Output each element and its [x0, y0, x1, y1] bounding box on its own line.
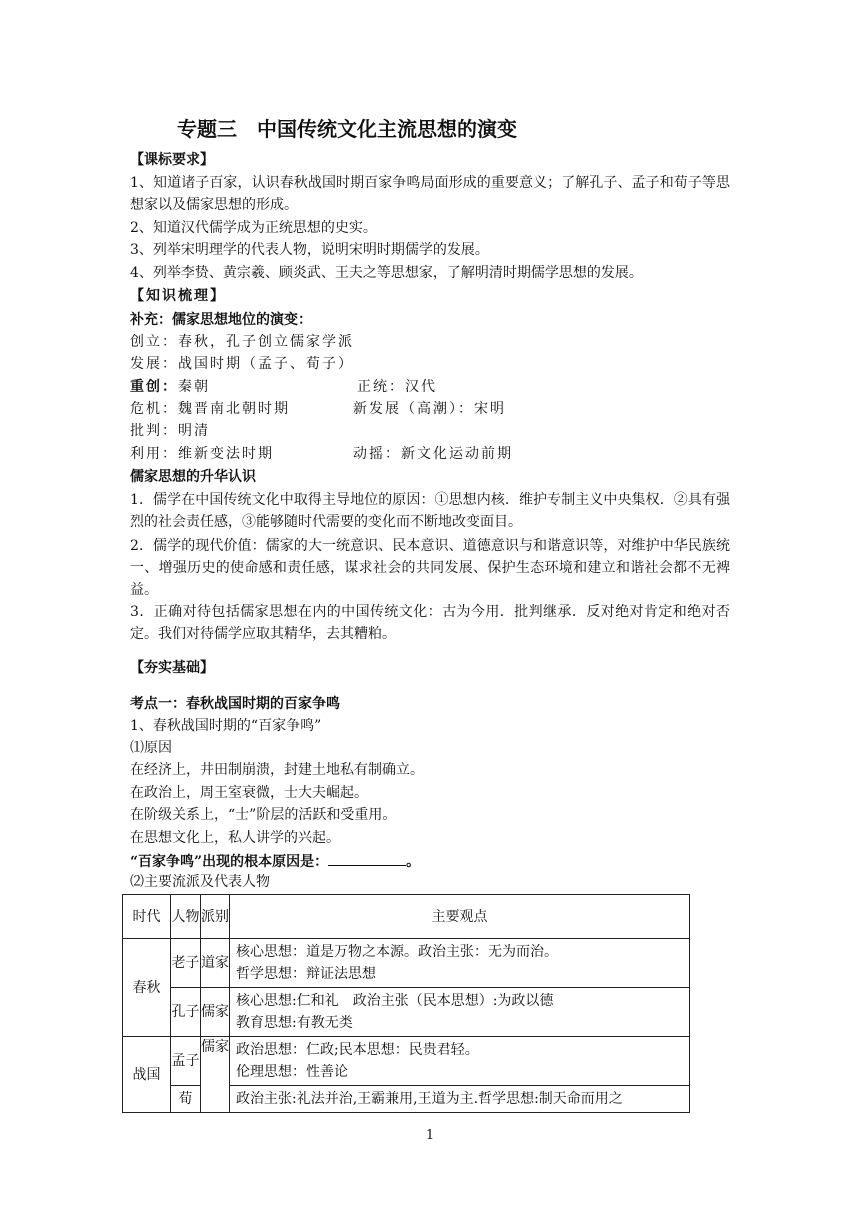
kebiao-item-1: 1、知道诸子百家，认识春秋战国时期百家争鸣局面形成的重要意义；了解孔子、孟子和荀子等思想家以及儒家思想的形成。 [130, 175, 730, 213]
view-kongzi-1: 核心思想:仁和礼 政治主张（民本思想）:为政以德 [236, 993, 554, 1009]
shenghua-point-2: 2．儒学的现代价值：儒家的大一统意识、民本意识、道德意识与和谐意识等，对维护中华民族统一、增强历史的使命感和责任感，谋求社会的共同发展、保护生态环境和建立和谐社会都不无裨益。 [130, 538, 730, 598]
stage-weiji: 危机：魏晋南北朝时期 [130, 401, 290, 417]
kebiao-item-4: 4、列举李贽、黄宗羲、顾炎武、王夫之等思想家，了解明清时期儒学思想的发展。 [130, 265, 643, 281]
header-school: 派别 [201, 895, 230, 939]
view-kongzi [230, 988, 690, 1037]
schools-table [122, 894, 690, 1113]
era-chunqiu: 春秋 [123, 939, 171, 1037]
table-row [123, 939, 690, 988]
root-cause-end: 。 [406, 854, 421, 870]
header-view: 主要观点 [230, 895, 690, 939]
stage-fazhan: 发展：战国时期（孟子、荀子） [130, 356, 354, 372]
view-mengzi [230, 1037, 690, 1086]
stage-liyong: 利用：维新变法时期 [130, 446, 274, 462]
person-xun: 荀 [171, 1086, 201, 1113]
view-mengzi-2: 伦理思想：性善论 [236, 1064, 348, 1080]
header-era: 时代 [123, 895, 171, 939]
kebiao-item-2: 2、知道汉代儒学成为正统思想的史实。 [130, 220, 377, 236]
stage-pipan: 批判：明清 [130, 423, 210, 439]
view-xunzi: 政治主张:礼法并治,王霸兼用,王道为主.哲学思想:制天命而用之 [230, 1086, 690, 1113]
shenghua-point-1: 1．儒学在中国传统文化中取得主导地位的原因：①思想内核．维护专制主义中央集权．②具有强烈的社会责任感，③能够随时代需要的变化而不断地改变面目。 [130, 492, 730, 530]
question-1: 1、春秋战国时期的“百家争鸣” [130, 718, 322, 734]
view-laozi-2: 哲学思想：辩证法思想 [236, 966, 376, 982]
view-laozi-1: 核心思想：道是万物之本源。政治主张：无为而治。 [236, 944, 558, 960]
table-header-row [123, 895, 690, 939]
zhishi-sub: 补充：儒家思想地位的演变： [130, 312, 312, 328]
zhishi-heading: 【知识梳理】 [130, 288, 226, 304]
table-row [123, 1037, 690, 1086]
page-title: 专题三 中国传统文化主流思想的演变 [177, 117, 517, 141]
stage-zhongchuang-value: 秦朝 [178, 379, 210, 395]
reason-heading: ⑴原因 [130, 740, 172, 756]
person-kongzi: 孔子 [171, 988, 201, 1037]
school-ru-mengzi: 儒家 [201, 1037, 230, 1113]
table-row [123, 988, 690, 1037]
kebiao-item-3: 3、列举宋明理学的代表人物，说明宋明时期儒学的发展。 [130, 242, 489, 258]
stage-chuangli: 创立：春秋，孔子创立儒家学派 [130, 334, 354, 350]
stage-dongyao: 动摇：新文化运动前期 [353, 446, 513, 462]
reason-culture: 在思想文化上，私人讲学的兴起。 [130, 830, 340, 846]
person-mengzi: 孟子 [171, 1037, 201, 1086]
header-person: 人物 [171, 895, 201, 939]
shenghua-point-3: 3．正确对待包括儒家思想在内的中国传统文化：古为今用．批判继承．反对绝对肯定和绝对否定。我们对待儒学应取其精华，去其糟粕。 [130, 604, 730, 642]
view-laozi [230, 939, 690, 988]
reason-class: 在阶级关系上，“士”阶层的活跃和受重用。 [130, 807, 397, 823]
shenghua-heading: 儒家思想的升华认识 [130, 469, 256, 485]
liupai-heading: ⑵主要流派及代表人物 [130, 874, 270, 890]
answer-blank[interactable] [328, 851, 406, 866]
kaodian-heading: 考点一：春秋战国时期的百家争鸣 [130, 696, 340, 712]
stage-xinfazhan: 新发展（高潮）：宋明 [353, 401, 506, 417]
school-dao: 道家 [201, 939, 230, 988]
reason-economy: 在经济上，井田制崩溃，封建土地私有制确立。 [130, 762, 424, 778]
reason-politics: 在政治上，周王室衰微，士大夫崛起。 [130, 785, 368, 801]
page-number: 1 [425, 1128, 435, 1143]
person-laozi: 老子 [171, 939, 201, 988]
stage-zhongchuang [130, 377, 210, 397]
root-cause-label: “百家争鸣”出现的根本原因是： [130, 854, 329, 870]
stage-zhengtong: 正统：汉代 [357, 379, 437, 395]
kebiao-heading: 【课标要求】 [130, 152, 214, 168]
jichu-heading: 【夯实基础】 [130, 660, 214, 676]
root-cause-question [130, 851, 420, 872]
school-ru-kongzi: 儒家 [201, 988, 230, 1037]
view-kongzi-2: 教育思想:有教无类 [236, 1015, 353, 1031]
stage-zhongchuang-label: 重创： [130, 379, 178, 395]
era-zhanguo: 战国 [123, 1037, 171, 1113]
view-mengzi-1: 政治思想：仁政;民本思想：民贵君轻。 [236, 1042, 479, 1058]
